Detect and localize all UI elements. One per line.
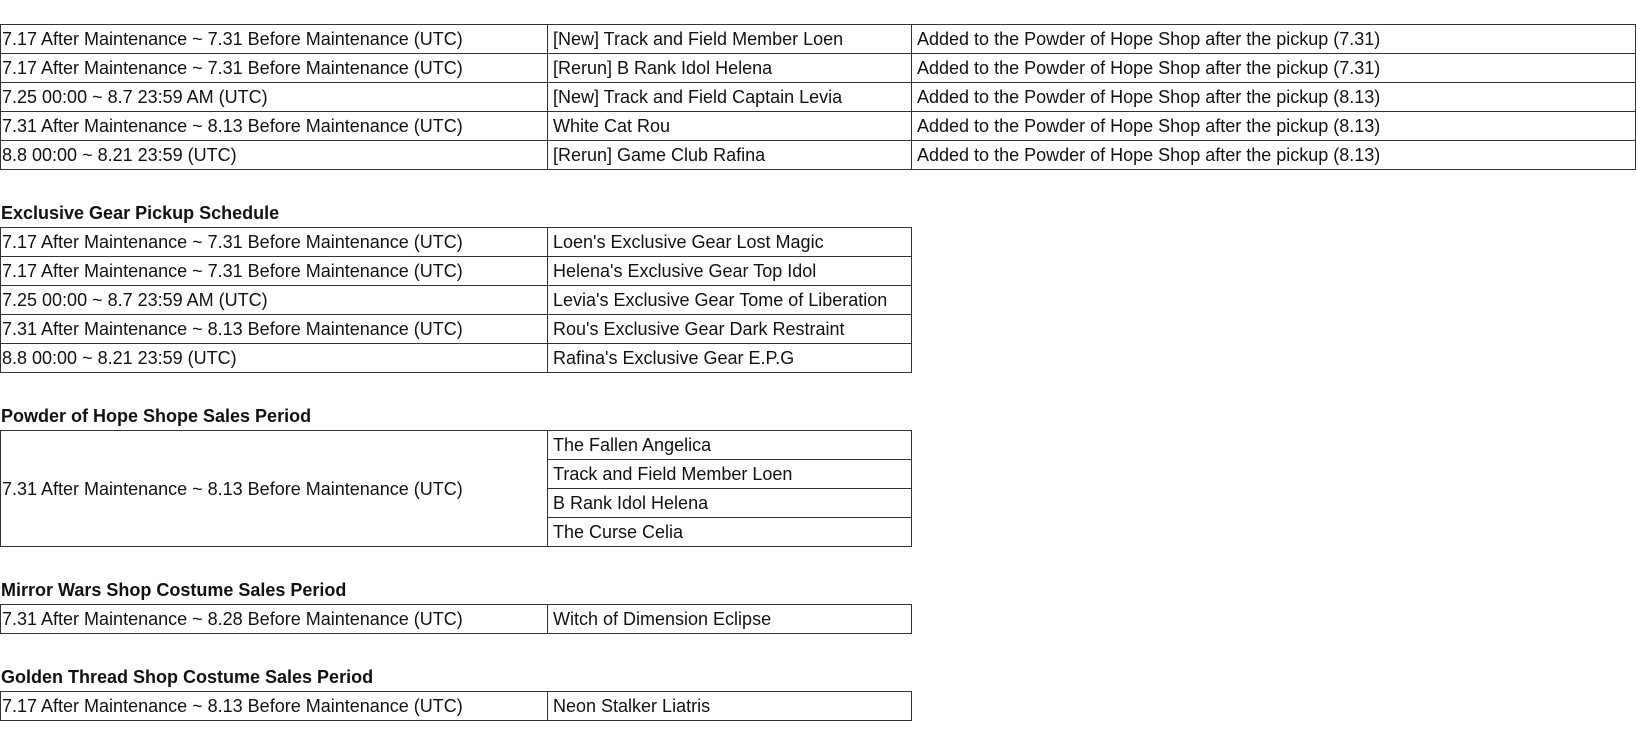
gear-cell: Helena's Exclusive Gear Top Idol [548, 257, 912, 286]
mirror-wars-table [0, 604, 912, 634]
mirror-wars-title: Mirror Wars Shop Costume Sales Period [1, 580, 347, 600]
period-cell: 7.31 After Maintenance ~ 8.13 Before Maintenance (UTC) [1, 315, 548, 344]
period-cell: 7.17 After Maintenance ~ 7.31 Before Maintenance (UTC) [1, 257, 548, 286]
period-cell: 8.8 00:00 ~ 8.21 23:59 (UTC) [1, 344, 548, 373]
period-cell: 7.25 00:00 ~ 8.7 23:59 AM (UTC) [1, 83, 548, 112]
table-row [1, 228, 912, 257]
costume-cell: The Fallen Angelica [548, 431, 912, 460]
period-cell: 7.25 00:00 ~ 8.7 23:59 AM (UTC) [1, 286, 548, 315]
gear-cell: Levia's Exclusive Gear Tome of Liberation [548, 286, 912, 315]
period-cell: 7.31 After Maintenance ~ 8.13 Before Maintenance (UTC) [1, 112, 548, 141]
costume-cell: B Rank Idol Helena [548, 489, 912, 518]
costume-cell: [New] Track and Field Captain Levia [548, 83, 912, 112]
costume-pickup-table [0, 24, 1636, 170]
note-cell: Added to the Powder of Hope Shop after the pickup (7.31) [912, 54, 1636, 83]
costume-cell: White Cat Rou [548, 112, 912, 141]
section-gap [0, 547, 1636, 576]
table-row [1, 344, 912, 373]
note-cell: Added to the Powder of Hope Shop after the pickup (7.31) [912, 25, 1636, 54]
golden-thread-title: Golden Thread Shop Costume Sales Period [1, 667, 374, 687]
period-cell: 8.8 00:00 ~ 8.21 23:59 (UTC) [1, 141, 548, 170]
table-row [1, 54, 1636, 83]
period-cell: 7.17 After Maintenance ~ 8.13 Before Maintenance (UTC) [1, 692, 548, 721]
period-cell: 7.31 After Maintenance ~ 8.28 Before Maintenance (UTC) [1, 605, 548, 634]
costume-cell: Witch of Dimension Eclipse [548, 605, 912, 634]
table-row [1, 83, 1636, 112]
section-gap [0, 373, 1636, 402]
table-row [1, 315, 912, 344]
period-cell: 7.17 After Maintenance ~ 7.31 Before Maintenance (UTC) [1, 54, 548, 83]
period-cell: 7.17 After Maintenance ~ 7.31 Before Maintenance (UTC) [1, 228, 548, 257]
section-gap [0, 170, 1636, 199]
powder-of-hope-table [0, 430, 912, 547]
costume-cell: The Curse Celia [548, 518, 912, 547]
golden-thread-table [0, 691, 912, 721]
note-cell: Added to the Powder of Hope Shop after the pickup (8.13) [912, 83, 1636, 112]
powder-of-hope-title: Powder of Hope Shope Sales Period [1, 406, 312, 426]
gear-cell: Rafina's Exclusive Gear E.P.G [548, 344, 912, 373]
costume-cell: [Rerun] Game Club Rafina [548, 141, 912, 170]
exclusive-gear-table [0, 227, 912, 373]
table-row [1, 25, 1636, 54]
table-row [1, 692, 912, 721]
period-cell: 7.17 After Maintenance ~ 7.31 Before Maintenance (UTC) [1, 25, 548, 54]
table-row [1, 112, 1636, 141]
exclusive-gear-title: Exclusive Gear Pickup Schedule [1, 203, 280, 223]
note-cell: Added to the Powder of Hope Shop after the pickup (8.13) [912, 112, 1636, 141]
table-row [1, 431, 912, 460]
note-cell: Added to the Powder of Hope Shop after the pickup (8.13) [912, 141, 1636, 170]
costume-cell: [New] Track and Field Member Loen [548, 25, 912, 54]
costume-cell: Neon Stalker Liatris [548, 692, 912, 721]
costume-cell: [Rerun] B Rank Idol Helena [548, 54, 912, 83]
table-row [1, 141, 1636, 170]
schedule-page [0, 24, 1636, 721]
table-row [1, 605, 912, 634]
gear-cell: Loen's Exclusive Gear Lost Magic [548, 228, 912, 257]
period-cell: 7.31 After Maintenance ~ 8.13 Before Maintenance (UTC) [1, 431, 548, 547]
table-row [1, 286, 912, 315]
table-row [1, 257, 912, 286]
section-gap [0, 634, 1636, 663]
costume-cell: Track and Field Member Loen [548, 460, 912, 489]
gear-cell: Rou's Exclusive Gear Dark Restraint [548, 315, 912, 344]
